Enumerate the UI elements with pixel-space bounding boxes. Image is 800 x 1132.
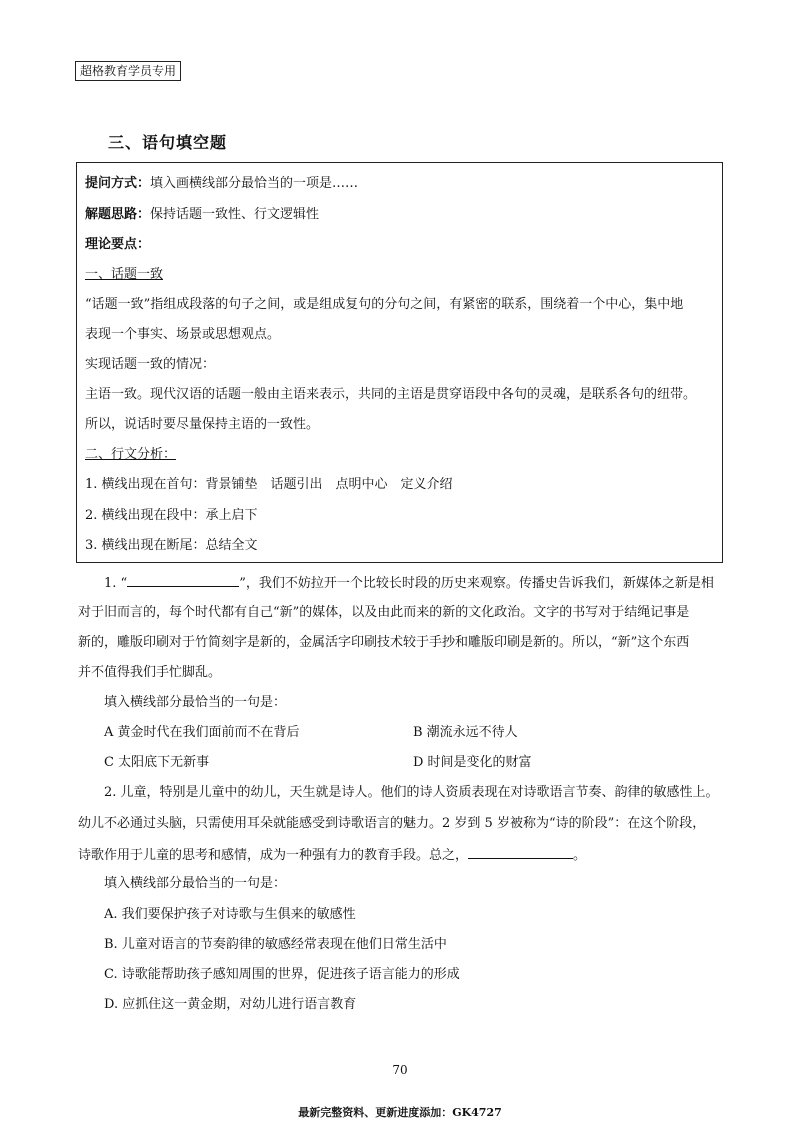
theory-box [76, 162, 723, 563]
q2-option-a: A. 我们要保护孩子对诗歌与生俱来的敏感性 [104, 907, 356, 922]
theory-points-label: 理论要点： [85, 237, 151, 252]
analysis-heading: 二、行文分析： [85, 447, 177, 462]
q2-blank [468, 845, 573, 859]
q1-line-1-text: ”，我们不妨拉开一个比较长时段的历史来观察。传播史告诉我们，新媒体之新是相 [239, 576, 714, 591]
question-method-text: 填入画横线部分最恰当的一项是…… [150, 176, 359, 191]
topic-definition-line-1: “话题一致”指组成段落的句子之间，或是组成复句的分句之间，有紧密的联系，围绕着一个中心，集中地 [85, 297, 684, 312]
question-method-label: 提问方式： [85, 176, 151, 191]
topic-definition-line-2: 表现一个事实、场景或思想观点。 [85, 327, 281, 342]
q2-line-3-text: 诗歌作用于儿童的思考和感情，成为一种强有力的教育手段。总之， [78, 848, 469, 863]
topic-cases-label: 实现话题一致的情况： [85, 357, 216, 372]
topic-heading: 一、话题一致 [85, 267, 164, 282]
analysis-item-3: 3. 横线出现在断尾：总结全文 [85, 538, 258, 553]
footer-note: 最新完整资料、更新进度添加：GK4727 [298, 1106, 502, 1119]
q1-prompt: 填入横线部分最恰当的一句是： [104, 695, 287, 710]
analysis-item-1: 1. 横线出现在首句：背景铺垫 话题引出 点明中心 定义介绍 [85, 477, 453, 492]
header-tag: 超格教育学员专用 [75, 61, 181, 81]
approach-text: 保持话题一致性、行文逻辑性 [150, 207, 320, 222]
approach-label: 解题思路： [85, 207, 151, 222]
q2-option-d: D. 应抓住这一黄金期，对幼儿进行语言教育 [104, 997, 357, 1012]
q1-blank [127, 573, 239, 587]
subject-consistency-line-2: 所以，说话时要尽量保持主语的一致性。 [85, 417, 320, 432]
q2-line-1: 2. 儿童，特别是儿童中的幼儿，天生就是诗人。他们的诗人资质表现在对诗歌语言节奏、韵律的敏感性上。 [104, 785, 719, 800]
q1-line-3: 新的，雕版印刷对于竹简刻字是新的，金属活字印刷技术较于手抄和雕版印刷是新的。所以，“新”这个东西 [78, 635, 690, 650]
q2-option-c: C. 诗歌能帮助孩子感知周围的世界，促进孩子语言能力的形成 [104, 967, 460, 982]
q1-option-a: A 黄金时代在我们面前而不在背后 [104, 725, 300, 740]
q2-prompt: 填入横线部分最恰当的一句是： [104, 876, 287, 891]
subject-consistency-line-1: 主语一致。现代汉语的话题一般由主语来表示，共同的主语是贯穿语段中各句的灵魂，是联系各句的纽带。 [85, 387, 697, 402]
q1-option-c: C 太阳底下无新事 [104, 755, 210, 770]
q1-number: 1. “ [104, 576, 128, 591]
q1-line-2: 对于旧而言的，每个时代都有自己“新”的媒体，以及由此而来的新的文化政治。文字的书写对于结绳记事是 [78, 605, 690, 620]
q2-line-3-end: 。 [573, 848, 587, 863]
approach-row [85, 206, 319, 224]
q1-line-4: 并不值得我们手忙脚乱。 [78, 665, 222, 680]
q1-option-b: B 潮流永远不待人 [413, 725, 518, 740]
q2-option-b: B. 儿童对语言的节奏韵律的敏感经常表现在他们日常生活中 [104, 937, 447, 952]
q1-option-d: D 时间是变化的财富 [413, 755, 532, 770]
question-method-row [85, 175, 358, 193]
q2-line-3 [78, 845, 586, 865]
q1-line-1 [104, 573, 714, 593]
page-number: 70 [392, 1063, 408, 1077]
analysis-item-2: 2. 横线出现在段中：承上启下 [85, 508, 258, 523]
section-title: 三、语句填空题 [108, 133, 228, 152]
q2-line-2: 幼儿不必通过头脑，只需使用耳朵就能感受到诗歌语言的魅力。2 岁到 5 岁被称为“诗的阶段”：在这个阶段， [78, 816, 706, 831]
